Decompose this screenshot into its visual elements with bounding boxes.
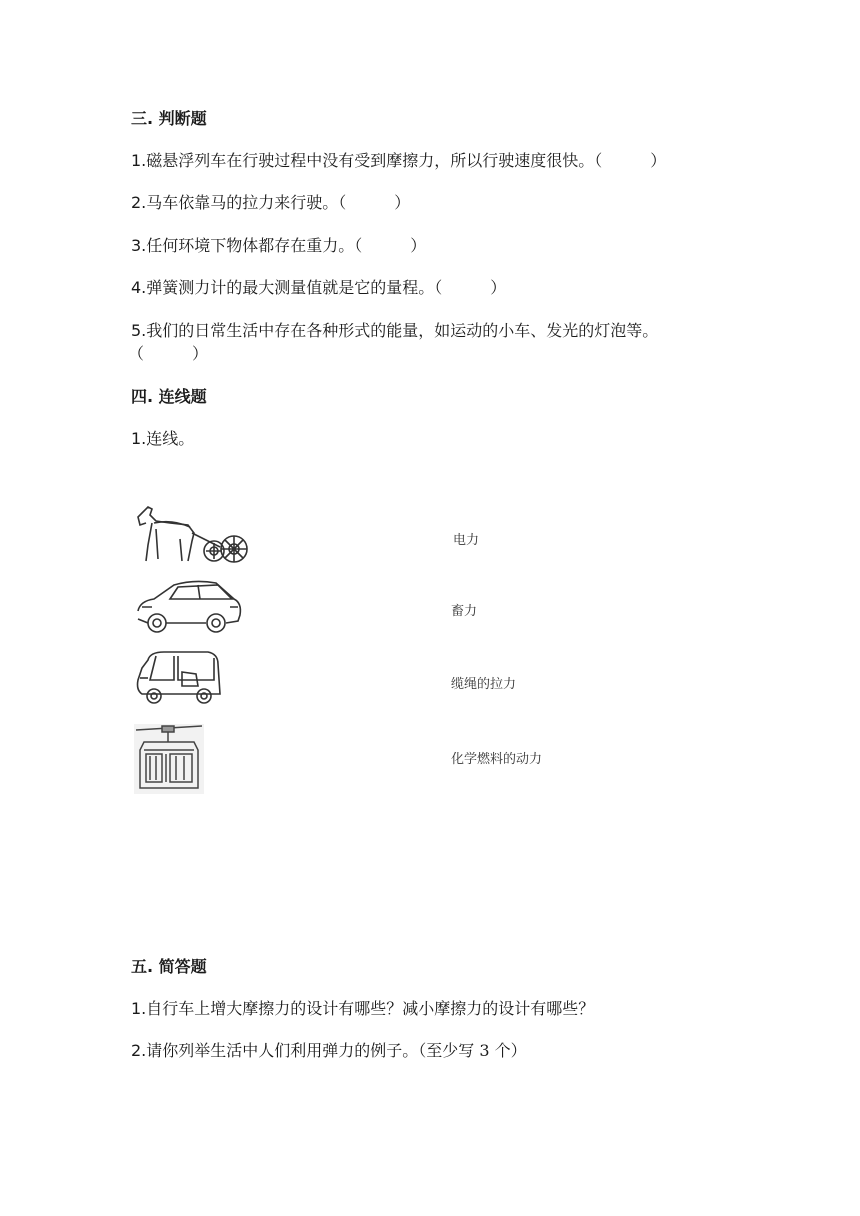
match-label-electric: 电力 [453,533,480,548]
judgment-question-3 [131,233,426,256]
matching-question-1 [131,426,194,449]
judgment-question-2 [131,190,410,213]
section-title-matching: 四. 连线题 [131,387,207,406]
question-text: 自行车上增大摩擦力的设计有哪些？减小摩擦力的设计有哪些？ [146,999,595,1018]
cable-car-picture [134,724,204,794]
question-text: 我们的日常生活中存在各种形式的能量，如运动的小车、发光的灯泡等。 [146,321,659,340]
question-number: 4. [131,278,147,297]
judgment-question-5-blank: （ ） [128,344,209,363]
question-text: 请你列举生活中人们利用弹力的例子。（至少写 3 个） [146,1041,527,1060]
horse-carriage-picture [132,503,250,569]
question-number: 5. [131,321,147,340]
question-text: 弹簧测力计的最大测量值就是它的量程。（ ） [146,278,507,297]
question-text: 任何环境下物体都存在重力。（ ） [146,236,427,255]
tricycle-picture [134,650,224,708]
question-number: 1. [131,429,147,448]
match-label-animal-power: 畜力 [451,604,478,619]
match-label-cable-pull: 缆绳的拉力 [451,677,517,692]
question-number: 1. [131,151,147,170]
short-answer-question-1 [131,996,594,1019]
judgment-question-5 [131,318,658,341]
question-number: 2. [131,193,147,212]
short-answer-question-2 [131,1038,527,1061]
judgment-question-4 [131,275,506,298]
question-text: 连线。 [146,429,195,448]
question-text: 磁悬浮列车在行驶过程中没有受到摩擦力，所以行驶速度很快。（ ） [146,151,667,170]
section-title-short-answer: 五. 简答题 [131,957,207,976]
question-text: 马车依靠马的拉力来行驶。（ ） [146,193,411,212]
question-number: 3. [131,236,147,255]
match-label-chemical-fuel: 化学燃料的动力 [451,752,543,767]
judgment-question-1 [131,148,666,171]
section-title-judgment: 三. 判断题 [131,109,207,128]
question-number: 2. [131,1041,147,1060]
question-number: 1. [131,999,147,1018]
car-picture [134,577,244,635]
